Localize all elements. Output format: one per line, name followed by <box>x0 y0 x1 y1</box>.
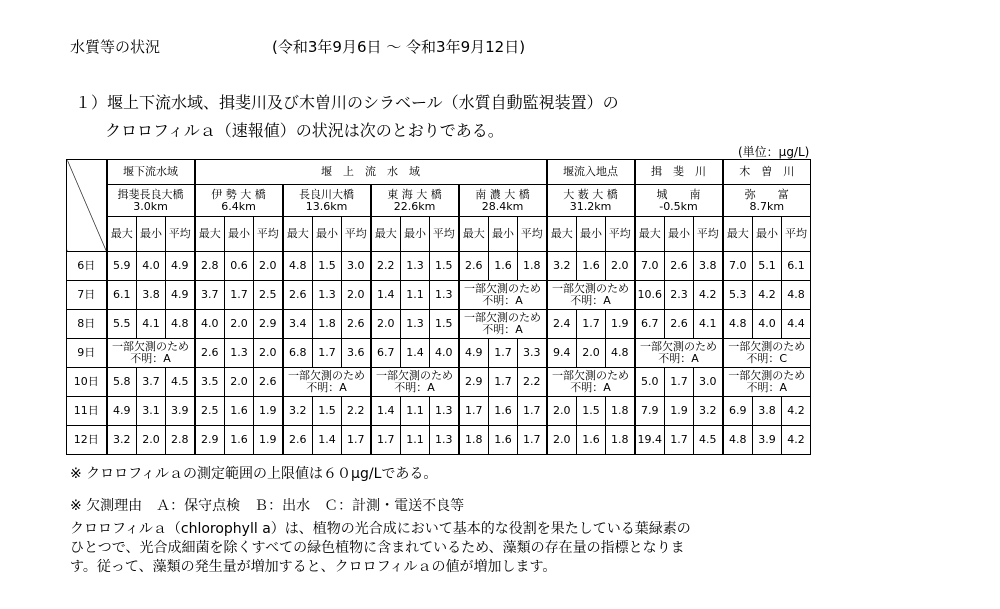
stat-label: 平均 <box>430 217 459 252</box>
value-cell: 1.9 <box>254 426 283 455</box>
value-cell: 2.6 <box>283 426 313 455</box>
value-cell: 3.8 <box>137 281 166 310</box>
value-cell: 1.6 <box>489 252 518 281</box>
value-cell: 3.2 <box>107 426 137 455</box>
station-distance: 3.0km <box>133 199 168 213</box>
missing-cell: 一部欠測のため 不明：A <box>107 339 195 368</box>
note-upper-limit: ※ クロロフィルａの測定範囲の上限値は６０μg/Lである。 <box>70 466 438 482</box>
day-cell: 7日 <box>67 281 107 310</box>
value-cell: 4.2 <box>753 281 782 310</box>
value-cell: 1.9 <box>665 397 694 426</box>
value-cell: 2.0 <box>606 252 635 281</box>
value-cell: 2.0 <box>225 368 254 397</box>
value-cell: 4.9 <box>166 252 195 281</box>
value-cell: 4.0 <box>195 310 225 339</box>
value-cell: 1.8 <box>606 397 635 426</box>
value-cell: 1.8 <box>313 310 342 339</box>
table-row <box>67 252 811 281</box>
value-cell: 3.4 <box>283 310 313 339</box>
intro-line-2: クロロフィルａ（速報値）の状況は次のとおりである。 <box>105 121 504 140</box>
missing-cell: 一部欠測のため 不明：C <box>723 339 811 368</box>
station-distance: 28.4km <box>481 199 524 213</box>
value-cell: 2.6 <box>342 310 371 339</box>
missing-cell: 一部欠測のため 不明：A <box>635 339 723 368</box>
value-cell: 3.7 <box>137 368 166 397</box>
chlorophyll-table <box>66 159 811 455</box>
value-cell: 1.1 <box>401 397 430 426</box>
missing-cell: 一部欠測のため 不明：A <box>723 368 811 397</box>
stat-label: 最小 <box>401 217 430 252</box>
note-missing-reasons: ※ 欠測理由 Ａ：保守点検 Ｂ：出水 Ｃ：計測・電送不良等 <box>70 498 465 514</box>
value-cell: 1.7 <box>577 310 606 339</box>
value-cell: 1.4 <box>371 397 401 426</box>
value-cell: 4.0 <box>137 252 166 281</box>
value-cell: 1.1 <box>401 281 430 310</box>
station-name: 城 南 <box>656 187 701 201</box>
intro-line-1: １）堰上下流水域、揖斐川及び木曽川のシラベール（水質自動監視装置）の <box>75 93 619 112</box>
stat-label: 平均 <box>518 217 547 252</box>
station-name: 伊 勢 大 橋 <box>211 187 266 201</box>
day-cell: 12日 <box>67 426 107 455</box>
value-cell: 1.7 <box>665 368 694 397</box>
station-name: 揖斐長良大橋 <box>117 187 184 201</box>
value-cell: 4.4 <box>782 310 811 339</box>
station-name: 長良川大橋 <box>299 187 354 201</box>
day-cell: 10日 <box>67 368 107 397</box>
stat-label: 平均 <box>342 217 371 252</box>
stat-label: 最小 <box>489 217 518 252</box>
value-cell: 1.3 <box>313 281 342 310</box>
group-downstream: 堰下流水域 <box>107 160 195 185</box>
unit-label: (単位：μg/L) <box>738 145 810 159</box>
value-cell: 4.2 <box>782 397 811 426</box>
value-cell: 1.7 <box>313 339 342 368</box>
value-cell: 2.6 <box>283 281 313 310</box>
value-cell: 4.8 <box>723 310 753 339</box>
stat-label: 最大 <box>283 217 313 252</box>
group-kiso: 木 曽 川 <box>723 160 811 185</box>
value-cell: 1.4 <box>313 426 342 455</box>
value-cell: 1.7 <box>489 339 518 368</box>
value-cell: 6.8 <box>283 339 313 368</box>
value-cell: 2.0 <box>225 310 254 339</box>
stat-label: 平均 <box>782 217 811 252</box>
value-cell: 6.1 <box>107 281 137 310</box>
missing-cell: 一部欠測のため 不明：A <box>459 281 547 310</box>
day-cell: 11日 <box>67 397 107 426</box>
stat-label: 最小 <box>225 217 254 252</box>
station-name: 弥 富 <box>744 187 789 201</box>
value-cell: 7.9 <box>635 397 665 426</box>
missing-cell: 一部欠測のため 不明：A <box>459 310 547 339</box>
value-cell: 1.3 <box>401 252 430 281</box>
value-cell: 2.9 <box>254 310 283 339</box>
value-cell: 2.2 <box>371 252 401 281</box>
group-inflow: 堰流入地点 <box>547 160 635 185</box>
value-cell: 1.6 <box>577 252 606 281</box>
station-distance: 8.7km <box>749 199 785 213</box>
missing-cell: 一部欠測のため 不明：A <box>283 368 371 397</box>
stat-label: 平均 <box>694 217 723 252</box>
value-cell: 1.7 <box>459 397 489 426</box>
value-cell: 6.1 <box>782 252 811 281</box>
station-cell <box>283 185 371 217</box>
stat-label: 最大 <box>635 217 665 252</box>
value-cell: 2.6 <box>665 252 694 281</box>
value-cell: 2.3 <box>665 281 694 310</box>
station-cell <box>635 185 723 217</box>
stat-label: 最大 <box>371 217 401 252</box>
corner-cell <box>67 160 107 252</box>
value-cell: 4.1 <box>694 310 723 339</box>
station-name: 大 薮 大 橋 <box>563 187 618 201</box>
value-cell: 2.9 <box>195 426 225 455</box>
station-cell <box>371 185 459 217</box>
value-cell: 1.7 <box>225 281 254 310</box>
value-cell: 2.8 <box>166 426 195 455</box>
value-cell: 2.2 <box>342 397 371 426</box>
value-cell: 5.1 <box>753 252 782 281</box>
value-cell: 1.3 <box>430 397 459 426</box>
stat-label: 最小 <box>137 217 166 252</box>
value-cell: 1.7 <box>518 397 547 426</box>
table-row <box>67 310 811 339</box>
value-cell: 3.1 <box>137 397 166 426</box>
value-cell: 3.2 <box>283 397 313 426</box>
stat-label: 最大 <box>107 217 137 252</box>
missing-cell: 一部欠測のため 不明：A <box>547 368 635 397</box>
value-cell: 3.3 <box>518 339 547 368</box>
value-cell: 1.6 <box>577 426 606 455</box>
value-cell: 1.7 <box>371 426 401 455</box>
value-cell: 4.2 <box>782 426 811 455</box>
station-distance: 6.4km <box>221 199 256 213</box>
value-cell: 1.4 <box>401 339 430 368</box>
value-cell: 2.0 <box>342 281 371 310</box>
value-cell: 2.8 <box>195 252 225 281</box>
value-cell: 2.6 <box>459 252 489 281</box>
value-cell: 2.0 <box>254 252 283 281</box>
value-cell: 1.5 <box>313 397 342 426</box>
value-cell: 4.0 <box>753 310 782 339</box>
value-cell: 4.9 <box>166 281 195 310</box>
value-cell: 4.9 <box>107 397 137 426</box>
value-cell: 3.8 <box>753 397 782 426</box>
missing-cell: 一部欠測のため 不明：A <box>547 281 635 310</box>
value-cell: 4.2 <box>694 281 723 310</box>
day-cell: 6日 <box>67 252 107 281</box>
stat-label: 最大 <box>547 217 577 252</box>
value-cell: 2.0 <box>254 339 283 368</box>
table-row <box>67 281 811 310</box>
description-line-2: ひとつで、光合成細菌を除くすべての緑色植物に含まれているため、藻類の存在量の指標となりま <box>70 540 685 556</box>
station-name: 東 海 大 橋 <box>387 187 442 201</box>
value-cell: 1.6 <box>225 426 254 455</box>
value-cell: 2.0 <box>547 397 577 426</box>
value-cell: 4.8 <box>166 310 195 339</box>
value-cell: 1.8 <box>518 252 547 281</box>
table-row <box>67 339 811 368</box>
value-cell: 4.8 <box>723 426 753 455</box>
value-cell: 1.5 <box>430 252 459 281</box>
value-cell: 1.1 <box>401 426 430 455</box>
value-cell: 5.9 <box>107 252 137 281</box>
value-cell: 3.0 <box>694 368 723 397</box>
value-cell: 2.6 <box>195 339 225 368</box>
value-cell: 4.8 <box>606 339 635 368</box>
missing-cell: 一部欠測のため 不明：A <box>371 368 459 397</box>
label-header-row <box>67 217 811 252</box>
station-distance: -0.5km <box>659 199 698 213</box>
station-distance: 31.2km <box>569 199 612 213</box>
value-cell: 6.7 <box>635 310 665 339</box>
day-cell: 9日 <box>67 339 107 368</box>
value-cell: 2.5 <box>254 281 283 310</box>
value-cell: 1.3 <box>430 426 459 455</box>
value-cell: 1.5 <box>577 397 606 426</box>
value-cell: 2.6 <box>254 368 283 397</box>
group-header-row <box>67 160 811 185</box>
value-cell: 2.4 <box>547 310 577 339</box>
station-cell <box>107 185 195 217</box>
stat-label: 最大 <box>723 217 753 252</box>
table-row <box>67 397 811 426</box>
table-row <box>67 426 811 455</box>
page-title: 水質等の状況 <box>70 38 161 56</box>
description-line-1: クロロフィルａ（chlorophyll a）は、植物の光合成において基本的な役割を果たしている葉緑素の <box>70 521 691 537</box>
stat-label: 最大 <box>195 217 225 252</box>
station-name: 南 濃 大 橋 <box>475 187 530 201</box>
value-cell: 1.5 <box>430 310 459 339</box>
value-cell: 3.6 <box>342 339 371 368</box>
value-cell: 1.6 <box>489 397 518 426</box>
value-cell: 3.9 <box>753 426 782 455</box>
station-header-row <box>67 185 811 217</box>
value-cell: 3.7 <box>195 281 225 310</box>
value-cell: 4.5 <box>166 368 195 397</box>
group-ibi: 揖 斐 川 <box>635 160 723 185</box>
value-cell: 2.0 <box>547 426 577 455</box>
stat-label: 平均 <box>606 217 635 252</box>
value-cell: 4.8 <box>283 252 313 281</box>
station-distance: 13.6km <box>305 199 348 213</box>
station-cell <box>547 185 635 217</box>
value-cell: 1.6 <box>225 397 254 426</box>
value-cell: 2.5 <box>195 397 225 426</box>
value-cell: 10.6 <box>635 281 665 310</box>
day-cell: 8日 <box>67 310 107 339</box>
station-cell <box>195 185 283 217</box>
stat-label: 最小 <box>577 217 606 252</box>
value-cell: 4.0 <box>430 339 459 368</box>
value-cell: 4.1 <box>137 310 166 339</box>
stat-label: 最小 <box>753 217 782 252</box>
value-cell: 2.0 <box>577 339 606 368</box>
value-cell: 4.9 <box>459 339 489 368</box>
value-cell: 5.5 <box>107 310 137 339</box>
value-cell: 3.8 <box>694 252 723 281</box>
value-cell: 2.0 <box>137 426 166 455</box>
value-cell: 2.0 <box>371 310 401 339</box>
value-cell: 2.2 <box>518 368 547 397</box>
value-cell: 1.7 <box>665 426 694 455</box>
value-cell: 1.3 <box>225 339 254 368</box>
value-cell: 1.9 <box>254 397 283 426</box>
value-cell: 1.8 <box>606 426 635 455</box>
value-cell: 7.0 <box>635 252 665 281</box>
stat-label: 最小 <box>665 217 694 252</box>
station-distance: 22.6km <box>393 199 436 213</box>
value-cell: 4.5 <box>694 426 723 455</box>
value-cell: 3.9 <box>166 397 195 426</box>
value-cell: 1.4 <box>371 281 401 310</box>
value-cell: 7.0 <box>723 252 753 281</box>
value-cell: 1.6 <box>489 426 518 455</box>
value-cell: 1.7 <box>342 426 371 455</box>
value-cell: 2.6 <box>665 310 694 339</box>
value-cell: 1.9 <box>606 310 635 339</box>
value-cell: 1.8 <box>459 426 489 455</box>
report-period: (令和3年9月6日 ～ 令和3年9月12日) <box>272 38 526 56</box>
value-cell: 3.5 <box>195 368 225 397</box>
value-cell: 0.6 <box>225 252 254 281</box>
group-upstream: 堰 上 流 水 域 <box>195 160 547 185</box>
value-cell: 1.7 <box>518 426 547 455</box>
stat-label: 最小 <box>313 217 342 252</box>
value-cell: 1.3 <box>430 281 459 310</box>
value-cell: 4.8 <box>782 281 811 310</box>
value-cell: 1.3 <box>401 310 430 339</box>
stat-label: 平均 <box>166 217 195 252</box>
description-line-3: す。従って、藻類の発生量が増加すると、クロロフィルａの値が増加します。 <box>70 559 557 575</box>
table-row <box>67 368 811 397</box>
value-cell: 5.0 <box>635 368 665 397</box>
value-cell: 5.3 <box>723 281 753 310</box>
value-cell: 3.2 <box>547 252 577 281</box>
stat-label: 最大 <box>459 217 489 252</box>
value-cell: 1.7 <box>489 368 518 397</box>
station-cell <box>459 185 547 217</box>
value-cell: 19.4 <box>635 426 665 455</box>
value-cell: 6.7 <box>371 339 401 368</box>
value-cell: 2.9 <box>459 368 489 397</box>
station-cell <box>723 185 811 217</box>
value-cell: 6.9 <box>723 397 753 426</box>
value-cell: 3.0 <box>342 252 371 281</box>
value-cell: 1.5 <box>313 252 342 281</box>
stat-label: 平均 <box>254 217 283 252</box>
value-cell: 3.2 <box>694 397 723 426</box>
value-cell: 9.4 <box>547 339 577 368</box>
value-cell: 5.8 <box>107 368 137 397</box>
